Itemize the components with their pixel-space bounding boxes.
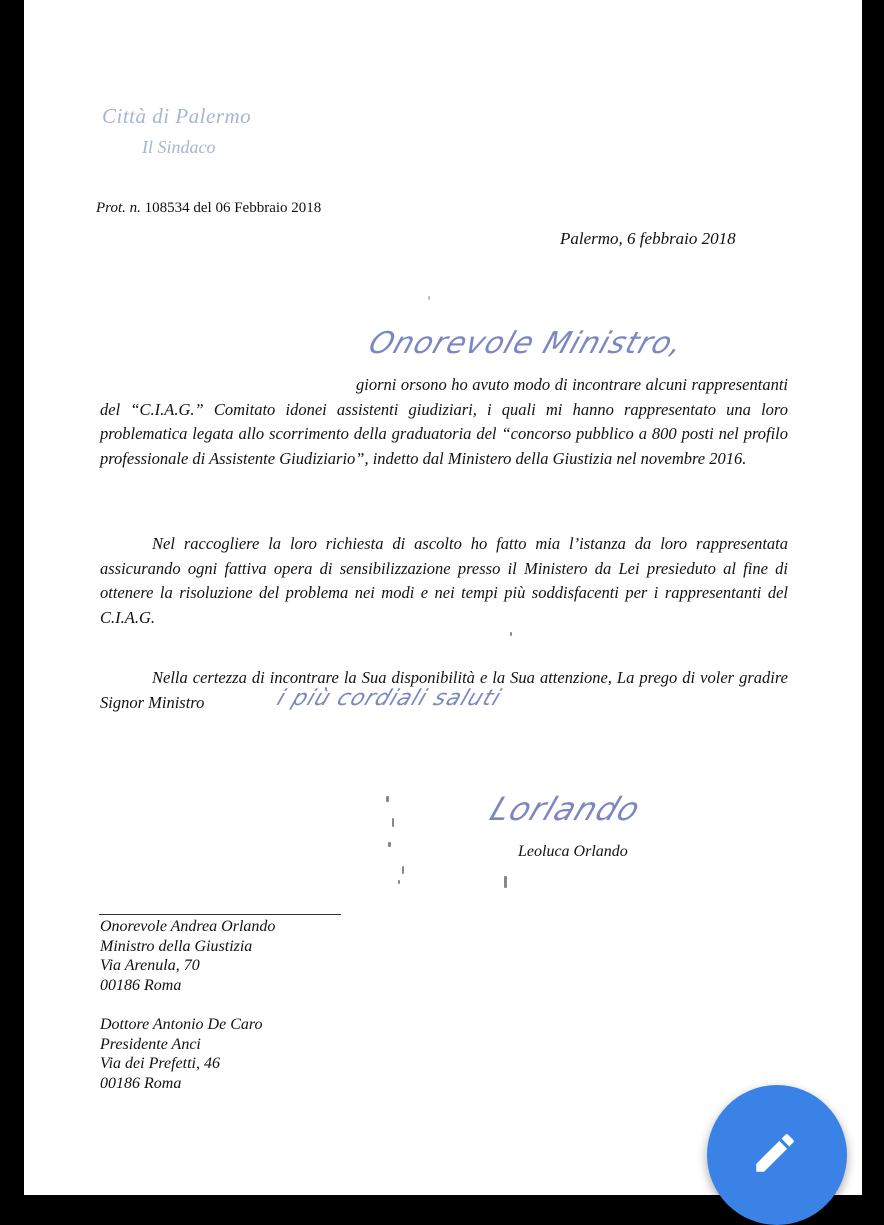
address-line: Dottore Antonio De Caro: [100, 1016, 263, 1033]
protocol-number: [96, 200, 321, 217]
signer-name: Leoluca Orlando: [518, 843, 628, 860]
address-line: 00186 Roma: [100, 1074, 182, 1092]
address-line: Via dei Prefetti, 46: [100, 1055, 220, 1072]
paragraph-1: giorni orsono ho avuto modo di incontrare alcuni rappresentanti del “C.I.A.G.” Comitato idonei assistenti giudiziari, i quali mi hanno rappresentato una loro problematica legata allo scorrimento della graduatoria del “concorso pubblico a 800 posti nel profilo professionale di Assistente Giudiziario”, indetto dal Ministero della Giustizia nel novembre 2016.: [100, 375, 788, 468]
scan-speck: [428, 296, 430, 300]
edit-fab-button[interactable]: [707, 1085, 847, 1225]
address-line: Onorevole Andrea Orlando: [100, 918, 276, 935]
document-page: [24, 0, 862, 1195]
address-line: Presidente Anci: [100, 1035, 201, 1053]
letter-date: Palermo, 6 febbraio 2018: [560, 229, 736, 248]
scan-speck: [510, 632, 512, 636]
paragraph-2: Nel raccogliere la loro richiesta di ascolto ho fatto mia l’istanza da loro rappresentata assicurando ogni fattiva opera di sensibilizzazione presso il Ministero da Lei presieduto al fine di ottenere la risoluzione del problema nei modi e nei tempi più soddisfacenti per i rappresentanti del C.I.A.G.: [100, 534, 788, 627]
letterhead-mayor: Il Sindaco: [142, 137, 216, 157]
protocol-details: 108534 del 06 Febbraio 2018: [144, 200, 322, 216]
address-line: 00186 Roma: [100, 976, 182, 994]
address-line: Ministro della Giustizia: [100, 937, 253, 955]
recipient-rule: [99, 914, 341, 915]
handwritten-closing: i più cordiali saluti: [273, 686, 505, 711]
pencil-edit-icon: [750, 1128, 800, 1178]
recipient-block-minister: [100, 917, 275, 995]
scan-speck: [388, 842, 391, 847]
scan-speck: [402, 866, 404, 874]
scan-speck: [398, 880, 400, 884]
letterhead-city: Città di Palermo: [102, 104, 252, 128]
recipient-block-anci: [100, 1015, 263, 1093]
handwritten-salutation: Onorevole Ministro,: [364, 326, 689, 361]
address-line: Via Arenula, 70: [100, 957, 200, 974]
scan-speck: [392, 818, 394, 827]
paragraph-3: Nella certezza di incontrare la Sua disponibilità e la Sua attenzione, La prego di voler gradire Signor Ministro: [100, 668, 788, 712]
protocol-label: Prot. n.: [96, 200, 141, 216]
handwritten-signature: Lorlando: [485, 790, 647, 828]
scan-speck: [504, 876, 507, 888]
scan-speck: [386, 796, 389, 802]
